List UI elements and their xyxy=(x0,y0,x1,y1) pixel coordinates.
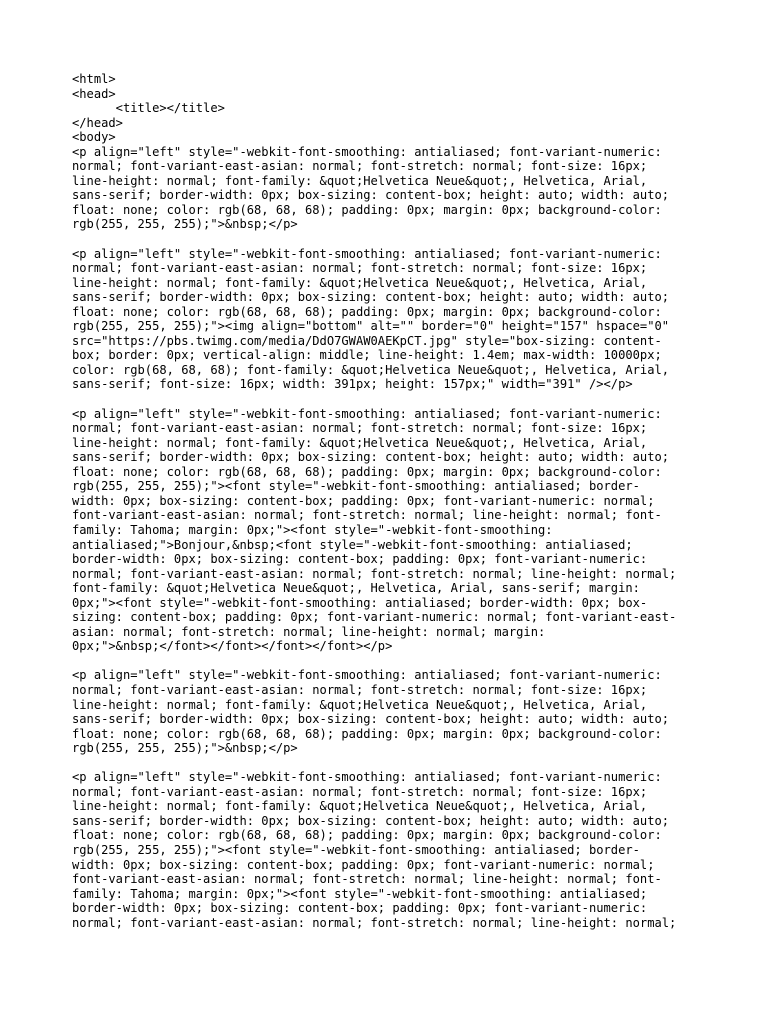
code-paragraph xyxy=(72,72,702,232)
code-line: <head> xyxy=(72,86,116,101)
code-line: font-variant-east-asian: normal; font-stretch: normal; line-height: normal; font- xyxy=(72,508,662,523)
code-line: rgb(255, 255, 255);"><font style="-webkit-font-smoothing: antialiased; border- xyxy=(72,842,640,857)
code-line: 0px;">&nbsp;</font></font></font></font></p> xyxy=(72,639,393,654)
code-line: sans-serif; border-width: 0px; box-sizing: content-box; height: auto; width: auto; xyxy=(72,450,670,465)
code-line: sans-serif; border-width: 0px; box-sizing: content-box; height: auto; width: auto; xyxy=(72,290,670,305)
code-line: <html> xyxy=(72,72,116,86)
code-line: 0px;"><font style="-webkit-font-smoothing: antialiased; border-width: 0px; box- xyxy=(72,595,648,610)
document-page xyxy=(72,72,702,930)
code-line: <p align="left" style="-webkit-font-smoothing: antialiased; font-variant-numeric: xyxy=(72,770,662,785)
code-line: <p align="left" style="-webkit-font-smoothing: antialiased; font-variant-numeric: xyxy=(72,246,662,261)
code-paragraph xyxy=(72,668,702,755)
code-line: sans-serif; border-width: 0px; box-sizing: content-box; height: auto; width: auto; xyxy=(72,712,670,727)
code-line: <title></title> xyxy=(72,101,225,116)
code-line: border-width: 0px; box-sizing: content-box; padding: 0px; font-variant-numeric: xyxy=(72,552,648,567)
code-line: line-height: normal; font-family: &quot;Helvetica Neue&quot;, Helvetica, Arial, xyxy=(72,173,648,188)
code-line: line-height: normal; font-family: &quot;Helvetica Neue&quot;, Helvetica, Arial, xyxy=(72,275,648,290)
code-paragraph xyxy=(72,247,702,392)
paragraph-gap xyxy=(72,232,702,247)
code-line: family: Tahoma; margin: 0px;"><font style="-webkit-font-smoothing: antialiased; xyxy=(72,886,648,901)
code-line: rgb(255, 255, 255);">&nbsp;</p> xyxy=(72,217,298,232)
code-line: rgb(255, 255, 255);"><img align="bottom" alt="" border="0" height="157" hspace="0" xyxy=(72,319,670,334)
code-line: line-height: normal; font-family: &quot;Helvetica Neue&quot;, Helvetica, Arial, xyxy=(72,435,648,450)
code-line: width: 0px; box-sizing: content-box; padding: 0px; font-variant-numeric: normal; xyxy=(72,857,655,872)
code-line: rgb(255, 255, 255);">&nbsp;</p> xyxy=(72,741,298,756)
paragraph-gap xyxy=(72,654,702,669)
code-paragraph xyxy=(72,407,702,654)
code-line: border-width: 0px; box-sizing: content-box; padding: 0px; font-variant-numeric: xyxy=(72,901,648,916)
code-line: float: none; color: rgb(68, 68, 68); padding: 0px; margin: 0px; background-color: xyxy=(72,202,662,217)
code-paragraph xyxy=(72,770,702,930)
code-line: </head> xyxy=(72,115,123,130)
code-line: line-height: normal; font-family: &quot;Helvetica Neue&quot;, Helvetica, Arial, xyxy=(72,697,648,712)
code-line: <p align="left" style="-webkit-font-smoothing: antialiased; font-variant-numeric: xyxy=(72,406,662,421)
paragraph-gap xyxy=(72,756,702,771)
paragraph-gap xyxy=(72,392,702,407)
code-line: rgb(255, 255, 255);"><font style="-webkit-font-smoothing: antialiased; border- xyxy=(72,479,640,494)
code-line: float: none; color: rgb(68, 68, 68); padding: 0px; margin: 0px; background-color: xyxy=(72,828,662,843)
code-line: normal; font-variant-east-asian: normal; font-stretch: normal; font-size: 16px; xyxy=(72,682,648,697)
code-line: float: none; color: rgb(68, 68, 68); padding: 0px; margin: 0px; background-color: xyxy=(72,464,662,479)
code-line: normal; font-variant-east-asian: normal; font-stretch: normal; font-size: 16px; xyxy=(72,421,648,436)
code-line: width: 0px; box-sizing: content-box; padding: 0px; font-variant-numeric: normal; xyxy=(72,493,655,508)
code-line: font-variant-east-asian: normal; font-stretch: normal; line-height: normal; font- xyxy=(72,872,662,887)
code-line: float: none; color: rgb(68, 68, 68); padding: 0px; margin: 0px; background-color: xyxy=(72,304,662,319)
code-line: <body> xyxy=(72,130,116,145)
code-line: font-family: &quot;Helvetica Neue&quot;, Helvetica, Arial, sans-serif; margin: xyxy=(72,581,640,596)
source-code-listing xyxy=(72,72,702,930)
code-line: sizing: content-box; padding: 0px; font-variant-numeric: normal; font-variant-east- xyxy=(72,610,677,625)
code-line: src="https://pbs.twimg.com/media/DdO7GWAW0AEKpCT.jpg" style="box-sizing: content- xyxy=(72,333,662,348)
code-line: normal; font-variant-east-asian: normal; font-stretch: normal; line-height: normal; xyxy=(72,566,677,581)
code-line: color: rgb(68, 68, 68); font-family: &quot;Helvetica Neue&quot;, Helvetica, Arial, xyxy=(72,362,670,377)
code-line: antialiased;">Bonjour,&nbsp;<font style="-webkit-font-smoothing: antialiased; xyxy=(72,537,633,552)
code-line: <p align="left" style="-webkit-font-smoothing: antialiased; font-variant-numeric: xyxy=(72,144,662,159)
code-line: sans-serif; font-size: 16px; width: 391px; height: 157px;" width="391" /></p> xyxy=(72,377,633,392)
code-line: line-height: normal; font-family: &quot;Helvetica Neue&quot;, Helvetica, Arial, xyxy=(72,799,648,814)
code-line: family: Tahoma; margin: 0px;"><font style="-webkit-font-smoothing: xyxy=(72,522,553,537)
code-line: normal; font-variant-east-asian: normal; font-stretch: normal; line-height: normal; xyxy=(72,915,677,930)
code-line: asian: normal; font-stretch: normal; line-height: normal; margin: xyxy=(72,624,546,639)
code-line: <p align="left" style="-webkit-font-smoothing: antialiased; font-variant-numeric: xyxy=(72,668,662,683)
code-line: box; border: 0px; vertical-align: middle; line-height: 1.4em; max-width: 10000px; xyxy=(72,348,662,363)
code-line: normal; font-variant-east-asian: normal; font-stretch: normal; font-size: 16px; xyxy=(72,784,648,799)
code-line: float: none; color: rgb(68, 68, 68); padding: 0px; margin: 0px; background-color: xyxy=(72,726,662,741)
code-line: normal; font-variant-east-asian: normal; font-stretch: normal; font-size: 16px; xyxy=(72,261,648,276)
code-line: sans-serif; border-width: 0px; box-sizing: content-box; height: auto; width: auto; xyxy=(72,188,670,203)
code-line: sans-serif; border-width: 0px; box-sizing: content-box; height: auto; width: auto; xyxy=(72,813,670,828)
code-line: normal; font-variant-east-asian: normal; font-stretch: normal; font-size: 16px; xyxy=(72,159,648,174)
